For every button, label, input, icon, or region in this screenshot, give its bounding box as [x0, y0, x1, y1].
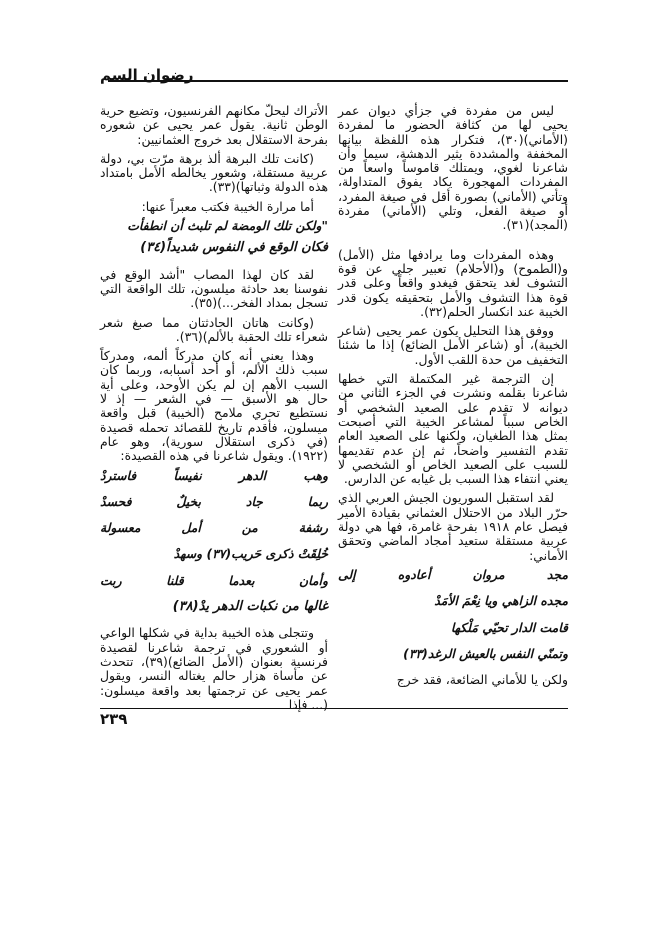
subheading: غالها من نكبات الدهر يدْ(٣٨)	[172, 599, 328, 615]
verse-word: جاد	[245, 493, 263, 509]
paragraph: أما مرارة الخيبة فكتب معبراً عنها:	[141, 198, 314, 214]
verse-word: إلى	[338, 566, 356, 582]
footer-rule	[100, 708, 568, 709]
paragraph: الأتراك ليحلّ مكانهم الفرنسيون، وتضيع حرية الوطن ثانية. يقول عمر يحيى عن شعوره بفرحة الاستقلال بعد خروج العثمانيين:	[100, 103, 328, 147]
verse-line	[338, 568, 568, 582]
verse-word: وأمان	[299, 572, 328, 588]
paragraph: لقد استقبل السوريون الجيش العربي الذي حرّر البلاد من الاحتلال العثماني بقيادة الأمير فيصل عام ١٩١٨ بفرحة غامرة، فها هي دولة عربية مستقلة ستعيد أمجاد الماضي وتحقق الأماني:	[338, 490, 568, 563]
verse-word: فاستردْ	[100, 467, 137, 483]
verse-word: رشفة	[298, 520, 328, 536]
poem-verse	[100, 521, 328, 535]
poem-verse	[338, 568, 568, 582]
verse-line	[100, 574, 328, 588]
verse-word: وهب	[303, 467, 328, 483]
poem-verse	[100, 574, 328, 588]
verse-word: نفيساً	[173, 467, 202, 483]
verse-word: قلنا	[166, 572, 184, 588]
verse-word: فحسدْ	[100, 493, 132, 509]
paragraph: إن الترجمة غير المكتملة التي خطها شاعرنا بقلمه ونشرت في الجزء الثاني من ديوانه لا تقدم على الصعيد الشخصي أو الخاص سبباً لمشاعر الخيبة التي أصبحت بمثل هذا الطغيان، ولكنها على الصعيد العام تقدم التفسير واضحاً، ثم إن عدم تقديمها للسبب على الصعيد الخاص أو الشخصي لا يعني انتفاء هذا السبب بل غيابه عن الدارس.	[338, 371, 568, 487]
verse-word: مجد	[546, 566, 568, 582]
paragraph: (كانت تلك البرهة ألذ برهة مرّت بي، دولة عربية مستقلة، وشعور يخالطه الأمل بامتداد هذه الدولة وثباتها)(٣٣).	[100, 150, 328, 195]
paragraph: ووفق هذا التحليل يكون عمر يحيى (شاعر الخيبة)، أو (شاعر الأمل الضائع) إذا ما شئنا التخفيف من حدة اللقب الأول.	[338, 323, 568, 367]
header-rule	[108, 80, 568, 82]
paragraph: وهذه المفردات وما يرادفها مثل (الأمل) و(الطموح) و(الأحلام) تعبير جلي عن قوة التشوف لغد يتحقق فيغدو واقعاً وعلى قدر قوة هذا التشوف والأمل بتحقيقه يكون قدر الخيبة عند انكسار الحلم(٣٢).	[338, 246, 568, 319]
verse-word: الدهر	[238, 467, 267, 483]
page-number: ٢٣٩	[100, 710, 128, 728]
paragraph: وتتجلى هذه الخيبة بداية في شكلها الواعي أو الشعوري في ترجمة شاعرنا لقصيدة فرنسية بعنوان (الأمل الضائع)(٣٩)، تتحدث عن مأساة هزار حالم يغتاله النسر، ويقول عمر يحيى عن ترجمتها بعد واقعة ميسلون: (... فإذا	[100, 625, 328, 712]
paragraph: ليس من مفردة في جزأي ديوان عمر يحيى لها من كثافة الحضور ما لمفردة (الأماني)(٣٠)، فتكرار هذه اللفظة بيانها المخففة والمشددة يثير الدهشة، سيما وأن شاعرنا لغوي، ويمتلك قاموساً واسعاً من المفردات المهجورة يكاد يفوق المتداولة، وتأتي (الأماني) بصورة أقل في صيغة المفرد، أو صيغة الفعل، وتلي (الأماني) مفردة (المجد)(٣١).	[338, 103, 568, 233]
verse-line: قامت الدار تحيّي مَلْكها	[450, 619, 568, 635]
poem-verse	[338, 594, 568, 608]
verse-line	[100, 495, 328, 509]
verse-word: ربما	[307, 493, 328, 509]
verse-line: خُلِقَتْ ذكرى حَريب(٣٧) وسهدْ	[173, 546, 328, 562]
verse-word: أمل	[181, 520, 201, 536]
verse-word: بعدما	[228, 572, 255, 588]
poem-verse	[100, 547, 328, 561]
verse-word: مروان	[472, 566, 505, 582]
verse-line: مجده الزاهي ويا نِعْمَ الأمَدْ	[434, 593, 568, 609]
paragraph: لقد كان لهذا المصاب "أشد الوقع في نفوسنا بعد حادثة ميلسون، تلك الواقعة التي تسجل بمداد الفخر...)(٣٥).	[100, 266, 328, 311]
poem-verse	[338, 621, 568, 635]
quote: "ولكن تلك الومضة لم تلبث أن انطفأت	[127, 218, 328, 234]
right-column	[338, 104, 568, 692]
verse-word: من	[241, 520, 258, 536]
subheading: فكان الوقع في النفوس شديداً(٣٤)	[140, 240, 328, 256]
verse-line	[100, 469, 328, 483]
verse-word: ربت	[100, 572, 122, 588]
left-column	[100, 104, 328, 717]
verse-word: معسولة	[100, 520, 141, 536]
paragraph: وهذا يعني أنه كان مدركاً ألمه، ومدركاً سبب ذلك الألم، أو أحد أسبابه، وربما كان السبب الأهم إن لم يكن الأوحد، وعلى أية حال هو الأسبق — في الشعر — إذ لا نستطيع تحري ملامح (الخيبة) قبل واقعة ميسلون، فأقدم تاريخ للقصائد تحمله قصيدة (في ذكرى استقلال سورية)، وهو عام (١٩٢٢). ويقول شاعرنا في هذه القصيدة:	[100, 348, 328, 464]
verse-word: بخيلٌ	[176, 493, 201, 509]
verse-word: أعادوه	[397, 566, 431, 582]
running-title: رضوان السم	[100, 66, 194, 84]
verse-line	[100, 521, 328, 535]
poem-verse	[338, 647, 568, 661]
verse-line: وتمنّي النفس بالعيش الرغد(٣٣)	[403, 645, 568, 661]
poem-verse	[100, 469, 328, 483]
poem-verse	[100, 495, 328, 509]
paragraph: (وكانت هاتان الحادثتان مما صبغ شعر شعراء تلك الحقبة بالألم)(٣٦).	[100, 314, 328, 344]
paragraph: ولكن يا للأماني الضائعة، فقد خرج	[396, 672, 568, 688]
